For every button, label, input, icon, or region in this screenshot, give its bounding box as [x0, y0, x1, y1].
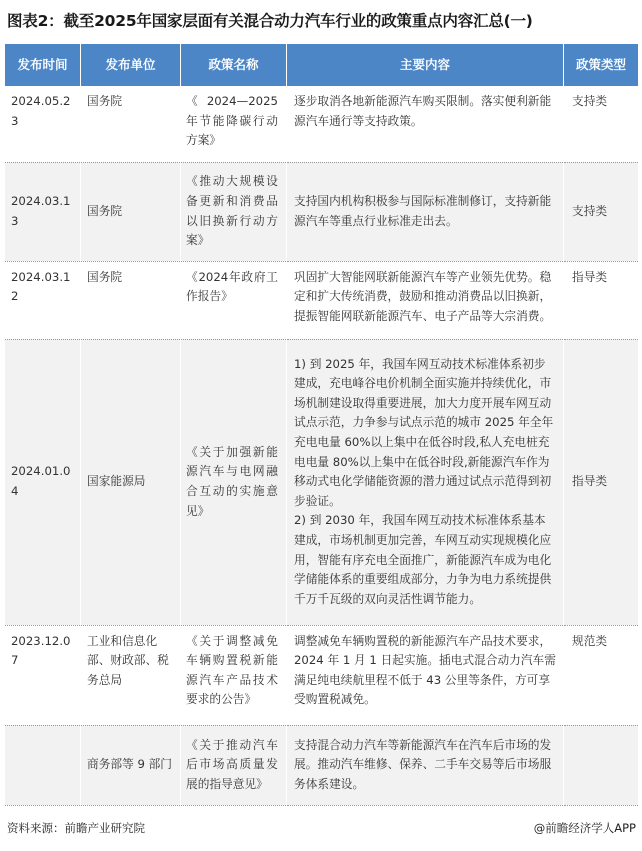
- table-row: [5, 625, 639, 725]
- cell-policy-name: 《推动大规模设备更新和消费品以旧换新行动方案》: [181, 162, 287, 261]
- cell-org: 国家能源局: [81, 339, 181, 625]
- cell-org: 国务院: [81, 162, 181, 261]
- cell-content: [287, 339, 564, 625]
- cell-content: 逐步取消各地新能源汽车购买限制。落实便利新能源汽车通行等支持政策。: [287, 86, 564, 162]
- cell-content: 支持国内机构积极参与国际标准制修订，支持新能源汽车等重点行业标准走出去。: [287, 162, 564, 261]
- cell-policy-type: [564, 725, 639, 805]
- cell-date: 2024.01.04: [5, 339, 81, 625]
- policy-table-container: [4, 44, 638, 806]
- cell-date: [5, 725, 81, 805]
- table-row: [5, 261, 639, 339]
- cell-policy-type: 支持类: [564, 86, 639, 162]
- policy-table: [4, 44, 639, 806]
- table-row: [5, 86, 639, 162]
- table-row: [5, 162, 639, 261]
- cell-policy-type: 指导类: [564, 339, 639, 625]
- cell-policy-name: 《关于加强新能源汽车与电网融合互动的实施意见》: [181, 339, 287, 625]
- brand-credit: @前瞻经济学人APP: [533, 821, 636, 835]
- content-paragraph-2: 2) 到 2030 年，我国车网互动技术标准体系基本建成，市场机制更加完善，车网互动实现规模化应用，智能有序充电全面推广，新能源汽车成为电化学储能体系的重要组成部分，力争为电力系统提供千万千瓦级的双向灵活性调节能力。: [294, 513, 552, 606]
- header-org: 发布单位: [81, 44, 181, 86]
- cell-date: 2024.03.13: [5, 162, 81, 261]
- cell-org: 国务院: [81, 261, 181, 339]
- cell-policy-name: 《关于推动汽车后市场高质量发展的指导意见》: [181, 725, 287, 805]
- header-content: 主要内容: [287, 44, 564, 86]
- table-row: [5, 339, 639, 625]
- table-row: [5, 725, 639, 805]
- cell-policy-type: 指导类: [564, 261, 639, 339]
- page-title: 图表2：截至2025年国家层面有关混合动力汽车行业的政策重点内容汇总(一): [7, 12, 533, 30]
- cell-content: 巩固扩大智能网联新能源汽车等产业领先优势。稳定和扩大传统消费，鼓励和推动消费品以旧换新，提振智能网联新能源汽车、电子产品等大宗消费。: [287, 261, 564, 339]
- header-policy-name: 政策名称: [181, 44, 287, 86]
- header-policy-type: 政策类型: [564, 44, 639, 86]
- footer: [7, 820, 636, 840]
- source-note: 资料来源：前瞻产业研究院: [7, 821, 145, 835]
- header-date: 发布时间: [5, 44, 81, 86]
- content-paragraph-1: 1) 到 2025 年，我国车网互动技术标准体系初步建成，充电峰谷电价机制全面实施并持续优化，市场机制建设取得重要进展，加大力度开展车网互动试点示范，力争参与试点示范的城市 2025 年全年充电电量 60%以上集中在低谷时段,私人充电桩充电电量 80%以上集中在低谷时段,新能源汽车作为移动式电化学储能资源的潜力通过试点示范得到初步验证。: [294, 356, 554, 508]
- cell-policy-type: 支持类: [564, 162, 639, 261]
- cell-policy-name: 《2024年政府工作报告》: [181, 261, 287, 339]
- cell-date: 2024.05.23: [5, 86, 81, 162]
- cell-policy-type: 规范类: [564, 625, 639, 725]
- cell-date: 2024.03.12: [5, 261, 81, 339]
- cell-policy-name: 《2024—2025年节能降碳行动方案》: [181, 86, 287, 162]
- cell-policy-name: 《关于调整减免车辆购置税新能源汽车产品技术要求的公告》: [181, 625, 287, 725]
- cell-org: 商务部等 9 部门: [81, 725, 181, 805]
- cell-org: 国务院: [81, 86, 181, 162]
- cell-content: 支持混合动力汽车等新能源汽车在汽车后市场的发展。推动汽车维修、保养、二手车交易等后市场服务体系建设。: [287, 725, 564, 805]
- cell-date: 2023.12.07: [5, 625, 81, 725]
- cell-org: 工业和信息化部、财政部、税务总局: [81, 625, 181, 725]
- cell-content: 调整减免车辆购置税的新能源汽车产品技术要求，2024 年 1 月 1 日起实施。插电式混合动力汽车需满足纯电续航里程不低于 43 公里等条件，方可享受购置税减免。: [287, 625, 564, 725]
- table-header-row: [5, 44, 639, 86]
